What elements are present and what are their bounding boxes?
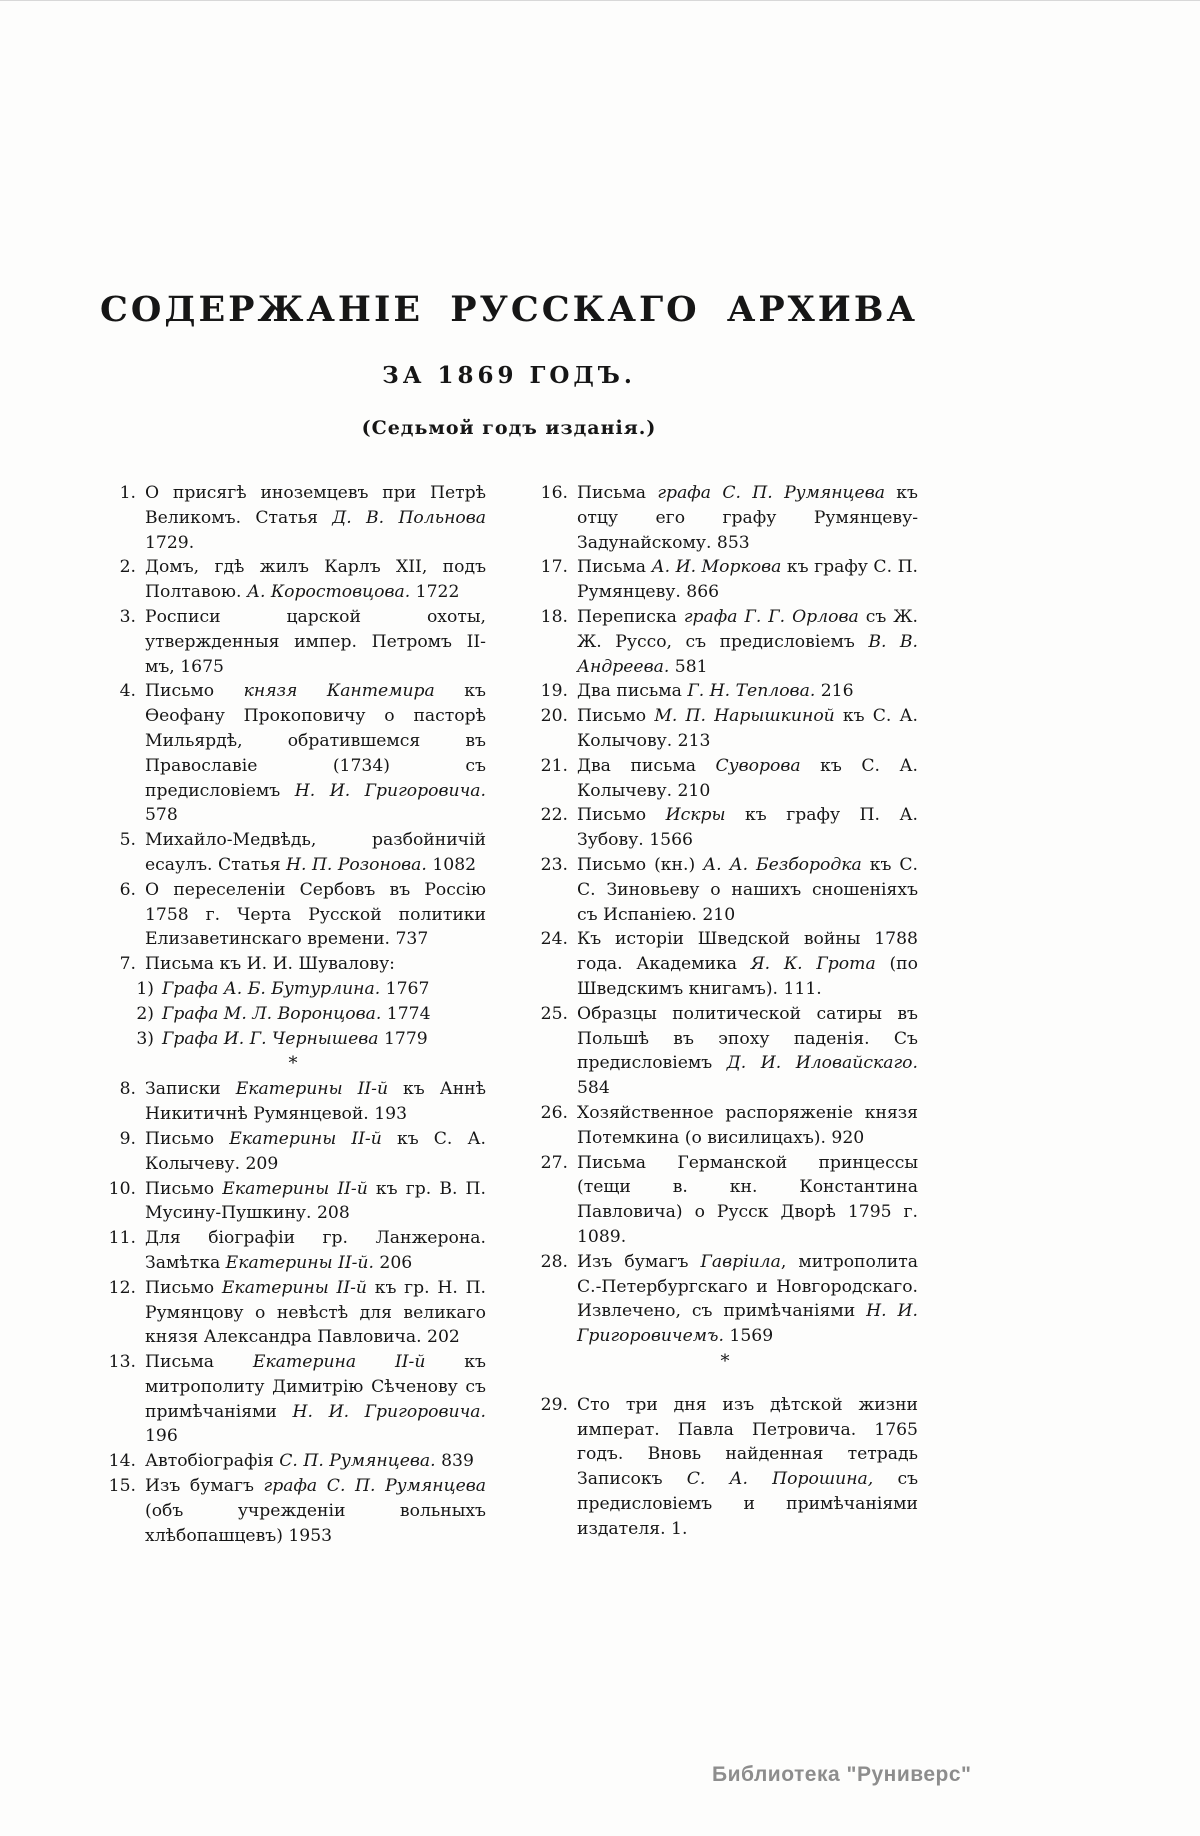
entry-text: Образцы политической сатиры въ Польшѣ въ эпоху паденія. Съ предисловіемъ Д. И. Иловайскаго. 584 [577, 1003, 918, 1099]
toc-entry [532, 1393, 918, 1542]
entry-text: Для біографіи гр. Ланжерона. Замѣтка Екатерины II-й. 206 [145, 1228, 486, 1273]
entry-text: Домъ, гдѣ жилъ Карлъ XII, подъ Полтавою. А. Коростовцова. 1722 [145, 557, 486, 603]
entry-text: Письмо Екатерины II-й къ гр. Н. П. Румянцову о невѣстѣ для великаго князя Александра Павловича. 202 [145, 1277, 487, 1348]
entry-number: 12. [108, 1277, 136, 1298]
entry-number: 2. [119, 557, 136, 578]
entry-text: Переписка графа Г. Г. Орлова съ Ж. Ж. Руссо, съ предисловіемъ В. В. Андреева. 581 [577, 606, 919, 677]
entry-number: 18. [540, 606, 568, 627]
toc-entry [100, 1449, 486, 1474]
toc-entry [532, 679, 918, 704]
scanned-page [0, 1, 1200, 1836]
entry-text: Изъ бумагъ графа С. П. Румянцева (объ учрежденіи вольныхъ хлѣбопашцевъ) 1953 [145, 1476, 486, 1546]
entry-text: О переселеніи Сербовъ въ Россію 1758 г. Черта Русской политики Елизаветинскаго времени. 737 [145, 879, 486, 950]
toc-entry [130, 977, 486, 1002]
toc-entry [532, 1151, 918, 1250]
entry-text: Графа М. Л. Воронцова. 1774 [162, 1003, 431, 1024]
toc-entry [532, 853, 918, 927]
entry-text: Письмо (кн.) А. А. Безбородка къ С. С. Зиновьеву о нашихъ сношеніяхъ съ Испаніею. 210 [577, 854, 919, 925]
entry-number: 6. [119, 879, 136, 900]
entry-number: 1) [136, 978, 154, 999]
toc-entry [100, 679, 486, 828]
toc-columns [100, 481, 918, 1548]
entry-number: 9. [119, 1128, 136, 1149]
toc-entry [100, 1226, 486, 1276]
toc-entry [100, 481, 486, 555]
entry-number: 23. [540, 854, 568, 875]
entry-number: 14. [108, 1451, 136, 1472]
entry-number: 17. [540, 557, 568, 578]
toc-entry [532, 605, 918, 679]
toc-entry [100, 1077, 486, 1127]
entry-text: Письмо князя Кантемира къ Ѳеофану Прокоповичу о пасторѣ Мильярдѣ, обратившемся въ Православіе (1734) съ предисловіемъ Н. И. Григоровича. 578 [145, 681, 486, 826]
toc-entry [100, 1474, 486, 1548]
entry-number: 15. [108, 1476, 136, 1497]
toc-entry [100, 605, 486, 679]
entry-text: Письма Екатерина II-й къ митрополиту Димитрію Сѣченову съ примѣчаніями Н. И. Григоровича. 196 [145, 1352, 486, 1447]
entry-text: О присягѣ иноземцевъ при Петрѣ Великомъ. Статья Д. В. Польнова 1729. [145, 483, 486, 553]
toc-entry [100, 555, 486, 605]
entry-number: 19. [540, 681, 568, 702]
entry-number: 4. [119, 681, 136, 702]
toc-column-left [100, 481, 486, 1548]
entry-text: Письма А. И. Моркова къ графу С. П. Румянцеву. 866 [577, 557, 919, 603]
entry-number: 13. [108, 1352, 136, 1373]
entry-number: 16. [540, 483, 568, 503]
library-watermark: Библиотека "Руниверс" [712, 1763, 972, 1786]
entry-number: 2) [136, 1003, 154, 1024]
entry-text: Изъ бумагъ Гавріила, митрополита С.-Петербургскаго и Новгородскаго. Извлечено, съ примѣчаніями Н. И. Григоровичемъ. 1569 [577, 1251, 918, 1347]
entry-number: 29. [540, 1394, 568, 1415]
entry-number: 8. [119, 1079, 136, 1100]
entry-text: Письмо Искры къ графу П. А. Зубову. 1566 [577, 805, 918, 851]
entry-text: Сто три дня изъ дѣтской жизни императ. Павла Петровича. 1765 годъ. Вновь найденная тетрадь Записокъ С. А. Порошина, съ предисловіемъ и примѣчаніями издателя. 1. [577, 1394, 919, 1539]
toc-entry [100, 1127, 486, 1177]
entry-text: Письмо Екатерины II-й къ гр. В. П. Мусину-Пушкину. 208 [145, 1178, 487, 1224]
entry-text: Письма къ И. И. Шувалову: [145, 954, 395, 975]
edition-note: (Седьмой годъ изданія.) [361, 417, 657, 439]
entry-text: Хозяйственное распоряженіе князя Потемкина (о висилицахъ). 920 [577, 1102, 918, 1148]
toc-entry [532, 555, 918, 605]
toc-entry [100, 1350, 486, 1449]
section-divider: * [288, 1053, 298, 1075]
toc-column-right [532, 481, 918, 1548]
toc-entry [532, 1101, 918, 1151]
entry-text: Росписи царской охоты, утвержденныя импер. Петромъ II-мъ, 1675 [145, 606, 486, 677]
entry-number: 3) [136, 1028, 154, 1049]
toc-entry [130, 1002, 486, 1027]
entry-text: Автобіографія С. П. Румянцева. 839 [145, 1451, 474, 1472]
entry-number: 7. [119, 954, 136, 975]
toc-entry [532, 927, 918, 1001]
entry-number: 20. [540, 706, 568, 727]
entry-text: Два письма Г. Н. Теплова. 216 [577, 681, 854, 702]
entry-text: Письма Германской принцессы (тещи в. кн. Константина Павловича) о Русск Дворѣ 1795 г. 1089. [577, 1152, 918, 1247]
toc-entry [100, 1177, 486, 1227]
entry-text: Графа А. Б. Бутурлина. 1767 [162, 978, 430, 999]
entry-number: 11. [108, 1228, 136, 1249]
entry-text: Къ исторіи Шведской войны 1788 года. Академика Я. К. Грота (по Шведскимъ книгамъ). 111. [577, 929, 918, 999]
toc-entry [100, 828, 486, 878]
entry-text: Михайло-Медвѣдь, разбойничій есаулъ. Статья Н. П. Розонова. 1082 [145, 830, 486, 875]
toc-entry [100, 878, 486, 952]
entry-number: 10. [108, 1178, 136, 1199]
entry-number: 3. [119, 606, 136, 627]
entry-number: 22. [540, 805, 568, 826]
page-title: СОДЕРЖАНІЕ РУССКАГО АРХИВА [100, 289, 918, 330]
toc-entry [130, 1027, 486, 1052]
toc-entry [532, 1002, 918, 1101]
section-divider: * [720, 1350, 730, 1372]
entry-number: 26. [540, 1102, 568, 1123]
entry-text: Два письма Суворова къ С. А. Колычеву. 210 [577, 755, 918, 801]
entry-text: Записки Екатерины II-й къ Аннѣ Никитичнѣ Румянцевой. 193 [145, 1079, 487, 1125]
toc-entry [100, 952, 486, 977]
entry-number: 28. [540, 1251, 568, 1272]
toc-entry [532, 481, 918, 555]
entry-number: 21. [540, 755, 568, 776]
entry-number: 1. [119, 483, 136, 503]
entry-number: 27. [540, 1152, 568, 1173]
entry-text: Письмо М. П. Нарышкиной къ С. А. Колычову. 213 [577, 706, 919, 751]
entry-number: 24. [540, 929, 568, 950]
toc-entry [532, 803, 918, 853]
toc-entry [100, 1276, 486, 1350]
entry-text: Письма графа С. П. Румянцева къ отцу его графу Румянцеву-Задунайскому. 853 [577, 483, 918, 553]
entry-number: 25. [540, 1003, 568, 1024]
entry-text: Графа И. Г. Чернышева 1779 [162, 1028, 428, 1049]
entry-text: Письмо Екатерины II-й къ С. А. Колычеву. 209 [145, 1128, 486, 1174]
toc-entry [532, 1250, 918, 1349]
toc-entry [532, 704, 918, 754]
page-content [100, 1, 918, 1548]
subtitle-year: ЗА 1869 ГОДЪ. [382, 362, 636, 389]
toc-entry [532, 754, 918, 804]
entry-number: 5. [119, 830, 136, 851]
